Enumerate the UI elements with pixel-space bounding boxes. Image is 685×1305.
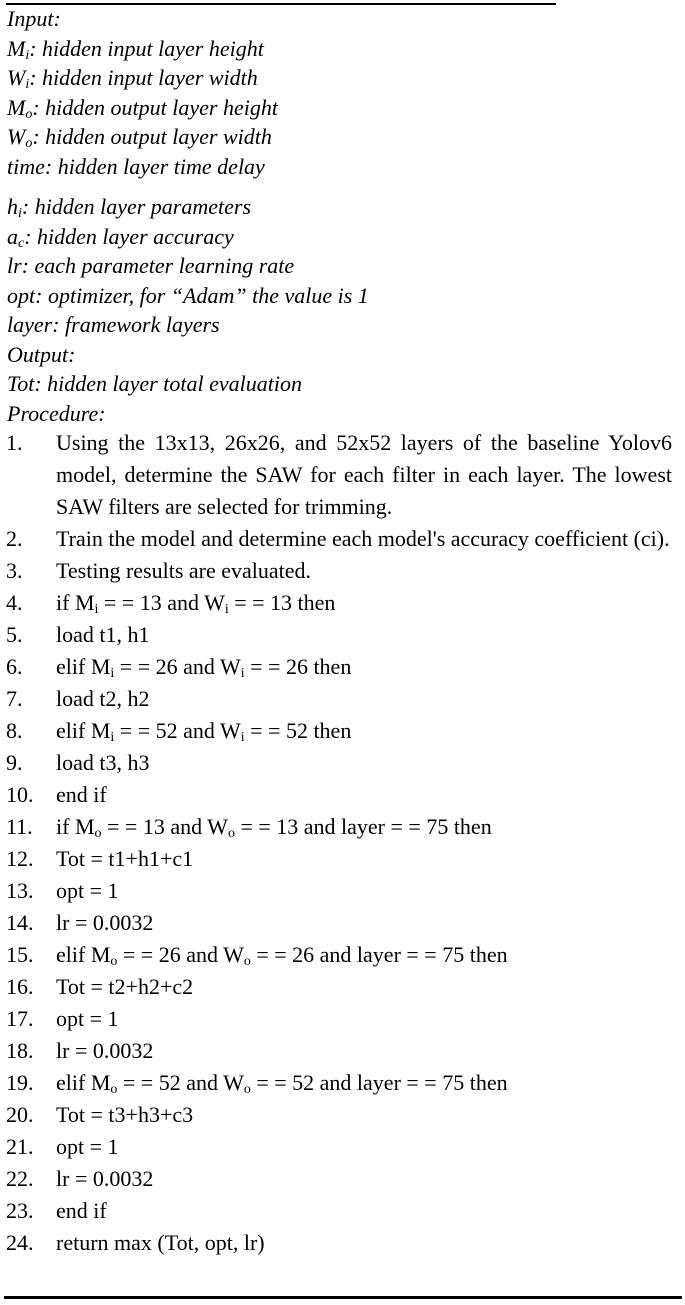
symbol: M — [7, 35, 26, 61]
procedure-step — [6, 715, 672, 747]
subscript: o — [243, 954, 251, 969]
symbol: lr — [7, 253, 22, 278]
input-item — [7, 152, 675, 182]
step-text — [56, 939, 672, 971]
procedure-step — [6, 1099, 672, 1131]
description: : hidden layer total evaluation — [34, 371, 302, 396]
description: : framework layers — [52, 312, 220, 337]
symbol: M — [7, 94, 26, 120]
subscript: i — [240, 730, 245, 745]
step-text — [56, 651, 672, 683]
subscript: i — [110, 730, 115, 745]
description: : hidden layer accuracy — [24, 223, 234, 249]
symbol: opt — [7, 282, 36, 308]
description: : hidden output layer width — [32, 124, 272, 149]
step-text-part: elif M — [56, 654, 111, 679]
subscript: i — [240, 666, 245, 681]
procedure-step — [6, 1163, 672, 1195]
step-text-part: = = 26 and layer = = 75 then — [250, 942, 508, 967]
step-number: 5. — [6, 622, 23, 647]
symbol: Tot — [7, 371, 35, 396]
description: : hidden input layer width — [29, 65, 258, 90]
subscript: i — [94, 602, 99, 617]
procedure-step — [6, 587, 672, 619]
input-list — [7, 34, 675, 182]
step-number: 20. — [6, 1102, 34, 1127]
step-text: Tot = t1+h1+c1 — [56, 846, 194, 871]
output-item — [7, 369, 675, 399]
input-item — [7, 122, 675, 152]
procedure-steps — [6, 427, 672, 1259]
subscript: o — [227, 826, 235, 841]
step-text — [56, 715, 672, 747]
step-number: 1. — [6, 430, 23, 455]
symbol: W — [7, 124, 26, 149]
procedure-step — [6, 971, 672, 1003]
step-text: Tot = t2+h2+c2 — [56, 974, 194, 999]
subscript: o — [110, 1082, 118, 1097]
output-heading: Output: — [7, 341, 76, 367]
step-text: opt = 1 — [56, 878, 119, 903]
step-number: 23. — [6, 1198, 34, 1223]
step-number: 4. — [6, 590, 23, 615]
step-number: 11. — [6, 814, 33, 839]
procedure-step — [6, 555, 672, 587]
procedure-step — [6, 875, 672, 907]
procedure-step — [6, 779, 672, 811]
description: : hidden layer time delay — [44, 153, 265, 179]
input-item — [7, 93, 675, 123]
subscript: o — [94, 826, 102, 841]
step-text-part: = = 52 and W — [114, 718, 241, 743]
param-item — [7, 222, 675, 252]
step-text — [56, 1067, 672, 1099]
step-number: 10. — [6, 782, 34, 807]
procedure-step — [6, 1067, 672, 1099]
procedure-step — [6, 1131, 672, 1163]
procedure-step — [6, 939, 672, 971]
procedure-step — [6, 1227, 672, 1259]
step-text — [56, 811, 672, 843]
step-number: 8. — [6, 718, 23, 743]
input-item — [7, 63, 675, 93]
step-text-part: elif M — [56, 1070, 111, 1095]
step-text: lr = 0.0032 — [56, 1038, 154, 1063]
step-text: end if — [56, 1198, 107, 1223]
param-item — [7, 251, 675, 281]
subscript: i — [110, 666, 115, 681]
param-item — [7, 281, 675, 311]
subscript: i — [25, 77, 30, 92]
step-number: 9. — [6, 750, 23, 775]
step-number: 16. — [6, 974, 34, 999]
step-text-part: = = 26 and W — [114, 654, 241, 679]
description: : hidden output layer height — [32, 94, 278, 120]
step-number: 7. — [6, 686, 23, 711]
step-text: end if — [56, 782, 107, 807]
param-item — [7, 192, 675, 222]
procedure-step — [6, 747, 672, 779]
description: : hidden input layer height — [29, 35, 264, 61]
procedure-step — [6, 1195, 672, 1227]
input-heading: Input: — [7, 6, 61, 31]
symbol: h — [7, 194, 18, 219]
symbol: a — [7, 223, 18, 249]
step-text: load t2, h2 — [56, 686, 150, 711]
step-text: Using the 13x13, 26x26, and 52x52 layers of the baseline Yolov6 model, determine the SAW for each filter in each layer. The lowest SAW filters are selected for trimming. — [56, 430, 672, 519]
procedure-step — [6, 1035, 672, 1067]
procedure-step — [6, 651, 672, 683]
step-text-part: = = 52 and layer = = 75 then — [250, 1070, 508, 1095]
subscript: o — [243, 1082, 251, 1097]
subscript: o — [110, 954, 118, 969]
step-number: 19. — [6, 1070, 34, 1095]
subscript: i — [18, 206, 22, 221]
subscript: i — [25, 47, 30, 63]
procedure-step — [6, 843, 672, 875]
procedure-step — [6, 907, 672, 939]
step-text: opt = 1 — [56, 1006, 119, 1031]
step-number: 21. — [6, 1134, 34, 1159]
symbol: time — [7, 153, 45, 179]
description: : optimizer, for “Adam” the value is 1 — [35, 282, 369, 308]
step-number: 24. — [6, 1230, 34, 1255]
subscript: o — [25, 106, 33, 122]
procedure-step — [6, 683, 672, 715]
param-item — [7, 310, 675, 340]
step-text-part: elif M — [56, 718, 111, 743]
description: : hidden layer parameters — [21, 194, 252, 219]
step-text-part: = = 52 and W — [117, 1070, 244, 1095]
step-text-part: = = 13 and W — [101, 814, 228, 839]
bottom-rule — [4, 1296, 682, 1299]
step-text: Testing results are evaluated. — [56, 558, 312, 583]
step-number: 14. — [6, 910, 34, 935]
step-text: Tot = t3+h3+c3 — [56, 1102, 194, 1127]
step-text-part: = = 13 and layer = = 75 then — [234, 814, 492, 839]
input-item — [7, 34, 675, 64]
step-number: 13. — [6, 878, 34, 903]
step-number: 18. — [6, 1038, 34, 1063]
step-number: 6. — [6, 654, 23, 679]
procedure-heading: Procedure: — [7, 400, 106, 426]
step-number: 22. — [6, 1166, 34, 1191]
step-text: return max (Tot, opt, lr) — [56, 1230, 265, 1255]
spacer — [7, 181, 675, 192]
step-text-part: = = 26 and W — [117, 942, 244, 967]
step-text-part: = = 52 then — [244, 718, 352, 743]
step-number: 15. — [6, 942, 34, 967]
symbol: W — [7, 65, 26, 90]
step-number: 12. — [6, 846, 34, 871]
step-text-part: if M — [56, 590, 95, 615]
procedure-step — [6, 811, 672, 843]
step-text: load t1, h1 — [56, 622, 150, 647]
step-number: 3. — [6, 558, 23, 583]
symbol: layer — [7, 312, 53, 337]
procedure-step — [6, 523, 672, 555]
step-text-part: elif M — [56, 942, 111, 967]
algorithm-header — [7, 4, 675, 428]
step-text — [56, 587, 672, 619]
step-text: Train the model and determine each model's accuracy coefficient (ci). — [56, 526, 670, 551]
step-text: opt = 1 — [56, 1134, 119, 1159]
step-text-part: = = 13 then — [228, 590, 336, 615]
procedure-step — [6, 619, 672, 651]
step-number: 2. — [6, 526, 23, 551]
procedure-step — [6, 427, 672, 523]
step-number: 17. — [6, 1006, 34, 1031]
step-text: lr = 0.0032 — [56, 910, 154, 935]
subscript: i — [224, 602, 229, 617]
step-text-part: if M — [56, 814, 95, 839]
subscript: c — [18, 235, 25, 251]
procedure-step — [6, 1003, 672, 1035]
subscript: o — [25, 136, 33, 151]
step-text-part: = = 13 and W — [98, 590, 225, 615]
step-text: load t3, h3 — [56, 750, 150, 775]
description: : each parameter learning rate — [21, 253, 295, 278]
step-text-part: = = 26 then — [244, 654, 352, 679]
step-text: lr = 0.0032 — [56, 1166, 154, 1191]
param-list — [7, 192, 675, 340]
